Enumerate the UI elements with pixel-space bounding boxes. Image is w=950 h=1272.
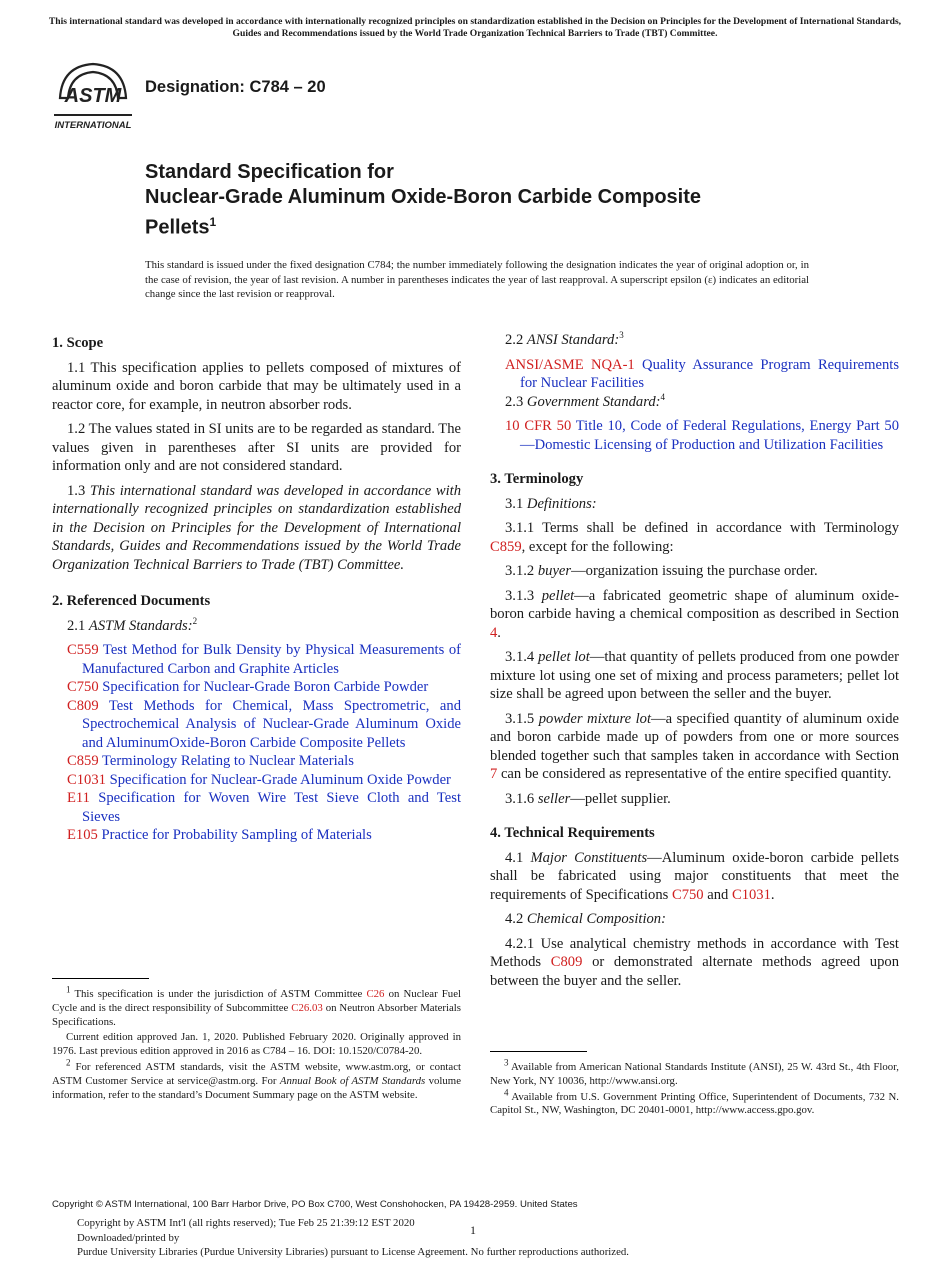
download-line-2: Downloaded/printed by — [77, 1231, 180, 1244]
tech-major-constituents: Major Constituents — [530, 849, 648, 866]
reference-entry — [52, 697, 461, 753]
reference-title-link[interactable]: Title 10, Code of Federal Regulations, Energy Part 50—Domestic Licensing of Production and Utilization Facilities — [520, 418, 899, 453]
term-3-1-2-num: 3.1.2 — [505, 563, 535, 579]
tech-4-2 — [490, 910, 899, 929]
ref-link-c1031[interactable]: C1031 — [731, 886, 771, 903]
astm-logo — [52, 58, 134, 134]
refdocs-heading: 2. Referenced Documents — [52, 593, 211, 609]
tech-4-2-1-end: or demonstrated alternate methods agreed upon between the buyer and the seller. — [490, 954, 899, 989]
term-3-1-2 — [490, 562, 899, 581]
reference-code-link[interactable]: ANSI/ASME NQA-1 — [505, 356, 635, 373]
footnote-2-marker: 2 — [66, 1057, 71, 1068]
title-line-2: Nuclear-Grade Aluminum Oxide-Boron Carbide Composite — [145, 186, 702, 208]
title-line-1: Standard Specification for — [145, 161, 394, 183]
logo-text: ASTM — [64, 85, 122, 107]
footnote-1-text-c: on Neutron Absorber Materials Specifications. — [52, 1001, 461, 1028]
footnote-1 — [52, 984, 461, 1029]
reference-code-link[interactable]: 10 CFR 50 — [505, 418, 572, 434]
reference-title-link[interactable]: Specification for Nuclear-Grade Boron Carbide Powder — [102, 679, 429, 695]
footnote-1-marker: 1 — [66, 984, 71, 995]
gov-num: 2.3 — [505, 393, 524, 410]
ansi-sup: 3 — [619, 330, 624, 341]
ansi-label: ANSI Standard: — [526, 332, 620, 348]
term-3-1-label: Definitions: — [526, 495, 597, 512]
term-3-1-4 — [490, 648, 899, 704]
term-3-1-1 — [490, 519, 899, 556]
term-powder-mixture-lot-end: can be considered as representative of the entire specified quantity. — [497, 766, 892, 782]
title-line-3: Pellets — [145, 216, 210, 239]
footnote-2-italic: Annual Book of ASTM Standards — [279, 1074, 426, 1087]
reference-entry — [52, 641, 461, 678]
ansi-num: 2.2 — [505, 332, 524, 348]
scope-1-3-num: 1.3 — [67, 482, 86, 499]
ref-link-c809[interactable]: C809 — [550, 954, 583, 970]
term-pellet-def: —a fabricated geometric shape of aluminum oxide-boron carbide having a chemical composition as described in Section — [490, 587, 899, 622]
term-buyer-def: —organization issuing the purchase order. — [571, 563, 818, 579]
footnote-4 — [490, 1087, 899, 1119]
gov-standard-label — [490, 393, 899, 412]
reference-title-link[interactable]: Practice for Probability Sampling of Materials — [101, 827, 372, 843]
download-line-3: Purdue University Libraries (Purdue University Libraries) pursuant to License Agreement. No further reproductions authorized. — [77, 1246, 629, 1258]
reference-entry — [52, 771, 461, 790]
footnote-2-text-a: For referenced ASTM standards, visit the ASTM website, www.astm.org, or contact ASTM Customer Service at service@astm.org. For — [52, 1060, 461, 1087]
footnote-1-text-b: on Nuclear Fuel Cycle and is the direct responsibility of Subcommittee — [52, 988, 461, 1014]
designation: Designation: C784 – 20 — [145, 78, 326, 96]
copyright-line: Copyright © ASTM International, 100 Barr Harbor Drive, PO Box C700, West Conshohocken, PA 19428-2959. United States — [52, 1199, 578, 1210]
reference-code-link[interactable]: E11 — [67, 790, 90, 806]
section-link-7[interactable]: 7 — [490, 766, 498, 782]
footnote-divider-left — [52, 978, 149, 979]
terminology-heading: 3. Terminology — [490, 471, 584, 487]
tech-4-1 — [490, 849, 899, 905]
reference-code-link[interactable]: C859 — [67, 753, 99, 769]
term-pellet: pellet — [541, 587, 575, 604]
term-3-1-num: 3.1 — [505, 495, 524, 512]
footnote-1-edition: Current edition approved Jan. 1, 2020. Published February 2020. Originally approved in 1976. Last previous edition approved in 2016 as C784 – 16. DOI: 10.1520/C0784-20. — [52, 1031, 461, 1058]
term-3-1-5 — [490, 710, 899, 784]
scope-1-3 — [52, 482, 461, 575]
footnotes-right — [490, 1057, 899, 1120]
reference-title-link[interactable]: Test Methods for Chemical, Mass Spectrometric, and Spectrochemical Analysis of Nuclear-Grade Aluminum Oxide and AluminumOxide-Boron Carbide Composite Pellets — [82, 697, 461, 751]
reference-title-link[interactable]: Test Method for Bulk Density by Physical Measurements of Manufactured Carbon and Graphite Articles — [82, 642, 461, 677]
astm-num: 2.1 — [67, 617, 86, 634]
reference-entry — [52, 678, 461, 697]
reference-entry — [52, 826, 461, 845]
term-pellet-lot-def: —that quantity of pellets produced from one powder mixture lot using one set of mixing and process parameters; pellet lot size shall be agreed upon between the seller and the buyer. — [490, 649, 899, 702]
astm-reference-list — [52, 641, 461, 845]
reference-entry — [490, 356, 899, 393]
footnote-divider-right — [490, 1051, 587, 1052]
footnote-3 — [490, 1057, 899, 1089]
astm-label: ASTM Standards: — [88, 617, 193, 634]
reference-title-link[interactable]: Terminology Relating to Nuclear Materials — [102, 753, 354, 769]
scope-1-1: 1.1 This specification applies to pellets composed of mixtures of aluminum oxide and boron carbide that may be ultimately used in a reactor core, for example, in neutron absorber rods. — [52, 359, 461, 413]
term-3-1 — [490, 495, 899, 514]
gov-label: Government Standard: — [526, 393, 661, 410]
tech-4-1-end: . — [770, 886, 775, 903]
footnote-2 — [52, 1057, 461, 1102]
term-3-1-4-num: 3.1.4 — [505, 649, 535, 665]
ref-link-c750[interactable]: C750 — [671, 886, 704, 903]
term-powder-mixture-lot-def: —a specified quantity of aluminum oxide and boron carbide made up of powders from one or more sources blended together such that samples taken in accordance with Section — [490, 710, 899, 764]
ref-link-c859[interactable]: C859 — [490, 538, 522, 555]
reference-title-link[interactable]: Quality Assurance Program Requirements for Nuclear Facilities — [520, 356, 900, 391]
download-notice — [77, 1216, 877, 1260]
scope-heading: 1. Scope — [52, 335, 104, 351]
reference-entry — [490, 417, 899, 454]
term-seller-def: —pellet supplier. — [570, 790, 671, 807]
gov-reference-list — [490, 417, 899, 454]
reference-entry — [52, 752, 461, 771]
tech-4-1-num: 4.1 — [505, 849, 524, 866]
term-3-1-1-text: 3.1.1 Terms shall be defined in accordance with Terminology — [505, 520, 899, 536]
top-notice: This international standard was developed in accordance with internationally recognized principles on standardization established in the Decision on Principles for the Development of International Standards, Guides and Recommendations issued by the World Trade Organization Technical Barriers to Trade (TBT) Committee. — [48, 16, 902, 39]
scope-1-3-text: This international standard was developed in accordance with internationally recognized principles on standardization established in the Decision on Principles for the Development of International Standards, Guides and Recommendations issued by the World Trade Organization Technical Barriers to Trade (TBT) Committee. — [52, 482, 462, 573]
ref-link-c26-03[interactable]: C26.03 — [291, 1001, 323, 1014]
reference-code-link[interactable]: C1031 — [67, 771, 106, 788]
term-3-1-1-end: , except for the following: — [521, 538, 674, 555]
logo-subtext: INTERNATIONAL — [54, 120, 132, 131]
footnote-4-marker: 4 — [504, 1087, 509, 1097]
footnote-1-text-a: This specification is under the jurisdiction of ASTM Committee — [74, 988, 363, 1000]
term-3-1-5-num: 3.1.5 — [505, 710, 535, 727]
section-link-4[interactable]: 4 — [490, 624, 498, 641]
astm-sup: 2 — [192, 615, 198, 626]
footnote-3-text: Available from American National Standards Institute (ANSI), 25 W. 43rd St., 4th Floor, New York, NY 10036, http://www.ansi.org. — [490, 1061, 899, 1087]
scope-1-2: 1.2 The values stated in SI units are to be regarded as standard. The values given in parentheses after SI units are provided for information only and are not considered standard. — [52, 421, 461, 474]
tech-chemical-composition: Chemical Composition: — [526, 911, 666, 927]
page-number: 1 — [470, 1223, 476, 1237]
title-footnote-marker: 1 — [209, 215, 217, 229]
term-3-1-3 — [490, 587, 899, 643]
reference-code-link[interactable]: C559 — [67, 642, 99, 658]
ref-link-c26[interactable]: C26 — [366, 988, 385, 1000]
astm-standards-label — [52, 617, 461, 636]
reference-entry — [52, 789, 461, 826]
reference-title-link[interactable]: Specification for Nuclear-Grade Aluminum Oxide Powder — [109, 771, 451, 788]
technical-heading: 4. Technical Requirements — [490, 825, 655, 841]
tech-4-2-1-text: 4.2.1 Use analytical chemistry methods in accordance with Test Methods — [490, 935, 899, 970]
document-title — [145, 160, 845, 241]
footnote-2-text-b: volume information, refer to the standard’s Document Summary page on the ASTM website. — [52, 1074, 461, 1101]
term-3-1-6 — [490, 790, 899, 809]
term-seller: seller — [537, 790, 571, 807]
reference-code-link[interactable]: E105 — [67, 827, 98, 843]
term-3-1-6-num: 3.1.6 — [505, 790, 535, 807]
ansi-standard-label — [490, 331, 899, 350]
tech-4-1-text: —Aluminum oxide-boron carbide pellets shall be fabricated using major constituents that meet the requirements of Specifications — [490, 849, 899, 903]
download-line-1: Copyright by ASTM Int'l (all rights reserved); Tue Feb 25 21:39:12 EST 2020 — [77, 1217, 415, 1229]
term-powder-mixture-lot: powder mixture lot — [538, 710, 652, 727]
gov-sup: 4 — [660, 391, 666, 402]
term-3-1-3-num: 3.1.3 — [505, 587, 535, 604]
term-buyer: buyer — [537, 563, 572, 579]
ansi-reference-list — [490, 356, 899, 393]
issued-statement: This standard is issued under the fixed designation C784; the number immediately following the designation indicates the year of original adoption or, in the case of revision, the year of last revision. A number in parentheses indicates the year of last reapproval. A superscript epsilon (ε) indicates an editorial change since the last revision or reapproval. — [145, 259, 809, 300]
footnote-4-text: Available from U.S. Government Printing Office, Superintendent of Documents, 732 N. Capitol St., NW, Washington, DC 20401-0001, http://www.access.gpo.gov. — [490, 1090, 899, 1117]
left-column — [52, 334, 461, 845]
reference-code-link[interactable]: C750 — [67, 679, 99, 695]
tech-4-2-1 — [490, 935, 899, 991]
footnote-3-marker: 3 — [504, 1057, 509, 1068]
reference-title-link[interactable]: Specification for Woven Wire Test Sieve Cloth and Test Sieves — [82, 790, 461, 825]
right-column — [490, 331, 899, 996]
reference-code-link[interactable]: C809 — [67, 697, 99, 714]
term-pellet-end: . — [497, 624, 501, 641]
term-pellet-lot: pellet lot — [538, 649, 590, 665]
tech-4-1-and: and — [703, 886, 732, 903]
footnotes-left — [52, 984, 461, 1104]
tech-4-2-num: 4.2 — [505, 911, 524, 927]
